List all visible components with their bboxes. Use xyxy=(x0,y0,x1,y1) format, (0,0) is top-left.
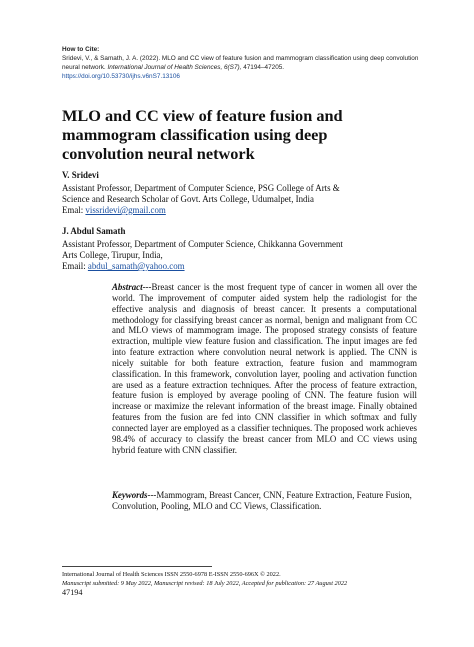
author-email-line xyxy=(62,261,422,272)
page-number: 47194 xyxy=(62,588,83,598)
footer-dates-line: Manuscript submitted: 9 May 2022, Manuscript revised: 18 July 2022, Accepted for publication: 27 August 2022 xyxy=(62,579,348,587)
email-label: Email: xyxy=(62,261,86,271)
author-affiliation-line: Arts College, Tirupur, India, xyxy=(62,250,163,260)
abstract-label: Abstract--- xyxy=(112,282,152,292)
keywords xyxy=(112,490,417,512)
author-affiliation-line: Assistant Professor, Department of Computer Science, PSG College of Arts & xyxy=(62,183,340,193)
author-name: J. Abdul Samath xyxy=(62,226,126,236)
footer-divider xyxy=(62,566,212,567)
page-footer xyxy=(62,571,422,598)
author-affiliation-line: Assistant Professor, Department of Computer Science, Chikkanna Government xyxy=(62,239,343,249)
citation-journal: International Journal of Health Sciences, 6(S7), xyxy=(107,64,242,71)
citation-pages: 47194–47205. xyxy=(243,64,285,71)
citation-authors-year: Sridevi, V., & Samath, J. A. (2022). MLO and CC view of feature fusion and mammogram classification using deep convolution neural network. xyxy=(62,55,419,71)
author-email-line xyxy=(62,205,422,216)
email-label: Emal: xyxy=(62,205,84,215)
author-block xyxy=(62,226,422,272)
citation-heading: How to Cite: xyxy=(62,46,100,53)
author-name: V. Sridevi xyxy=(62,170,99,180)
citation-block xyxy=(62,45,422,81)
citation-doi-link[interactable]: https://doi.org/10.53730/ijhs.v6nS7.13106 xyxy=(62,73,180,80)
footer-journal-line: International Journal of Health Sciences ISSN 2550-6978 E-ISSN 2550-696X © 2022. xyxy=(62,571,281,578)
author-affiliation-line: Science and Research Scholar of Govt. Arts College, Udumalpet, India xyxy=(62,194,314,204)
paper-title: MLO and CC view of feature fusion and mammogram classification using deep convolution neural network xyxy=(62,106,343,163)
author-block xyxy=(62,170,422,216)
keywords-label: Keywords--- xyxy=(112,490,157,500)
author-email-link[interactable]: vissridevi@gmail.com xyxy=(85,205,166,215)
author-email-link[interactable]: abdul_samath@yahoo.com xyxy=(87,261,185,271)
abstract xyxy=(112,282,417,456)
keywords-text: Mammogram, Breast Cancer, CNN, Feature Extraction, Feature Fusion, Convolution, Pooling, MLO and CC Views, Classification. xyxy=(112,490,412,511)
abstract-text: Breast cancer is the most frequent type of cancer in women all over the world. The improvement of computer aided system help the radiologist for the effective analysis and diagnosis of breast cancer. It presents a computational methodology for classifying breast cancer as normal, benign and malignant from CC and MLO views of mammogram image. The proposed strategy consists of feature extraction, multiple view feature fusion and classification. The input images are fed into feature extraction where convolution neural network is applied. The CNN is nicely suitable for both feature extraction, feature fusion and mammogram classification. In this framework, convolution layer, pooling and activation function are used as a feature extraction techniques. After the process of feature extraction, feature fusion is employed by average pooling of CNN. The feature fusion will increase or maximize the relevant information of the breast image. Finally obtained features from the fusion are fed into CNN classifier in which softmax and fully connected layer are employed as a classifier techniques. The proposed work achieves 98.4% of accuracy to classify the breast cancer from MLO and CC views using hybrid feature with CNN classifier. xyxy=(112,282,417,455)
